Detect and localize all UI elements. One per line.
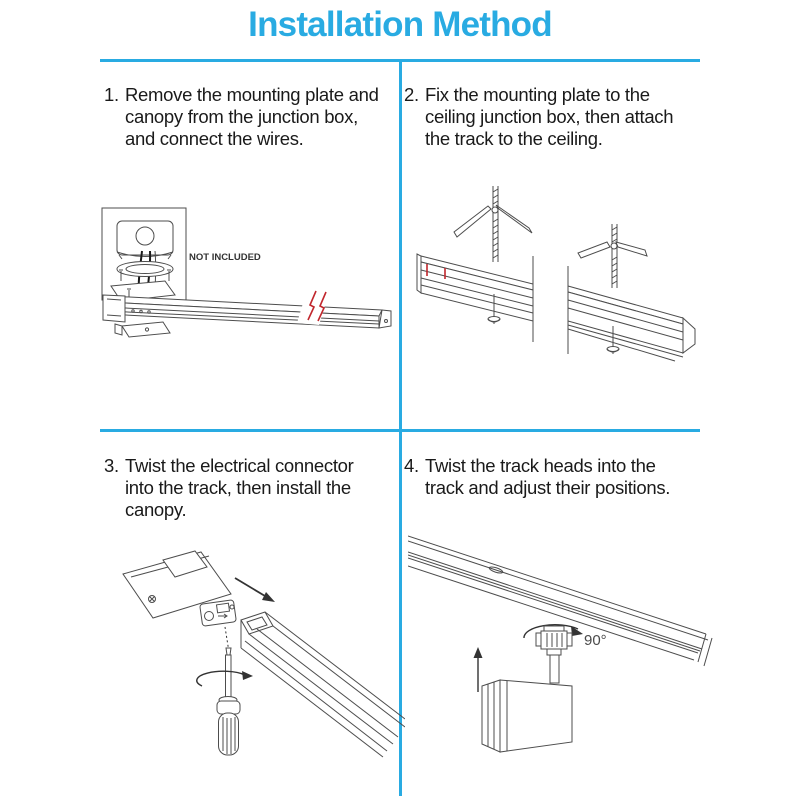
step-4-lines: Twist the track heads into the track and adjust their positions. [425, 455, 671, 498]
step-1-number: 1. [104, 84, 119, 105]
angle-90-label: 90° [584, 632, 607, 649]
track-section-right-icon [568, 286, 695, 361]
step-4-number: 4. [404, 455, 419, 476]
junction-box-icon [117, 221, 173, 259]
step-2-diagram-ceiling-mount-icon [415, 182, 735, 410]
step-3-lines: Twist the electrical connector into the track, then install the canopy. [125, 455, 354, 520]
step-1-lines: Remove the mounting plate and canopy from the junction box, and connect the wires. [125, 84, 379, 149]
step-2-number: 2. [404, 84, 419, 105]
step-2-text [404, 84, 673, 150]
page-title: Installation Method [248, 5, 552, 44]
step-3-number: 3. [104, 455, 119, 476]
up-arrow-icon [474, 647, 483, 692]
threaded-rod-icon [612, 224, 617, 288]
electrical-connector-icon [200, 600, 237, 627]
insert-arrow-icon [235, 578, 275, 602]
step-4-diagram-track-head-icon [408, 530, 738, 795]
step-4-text [404, 455, 670, 499]
not-included-label: NOT INCLUDED [189, 252, 261, 263]
track-adapter-icon [536, 626, 572, 683]
step-3-text [104, 455, 354, 521]
threaded-rod-icon [493, 186, 498, 262]
step-2-lines: Fix the mounting plate to the ceiling junction box, then attach the track to the ceiling. [425, 84, 674, 149]
track-head-body-icon [482, 680, 572, 752]
break-lines [533, 256, 568, 354]
track-section-left-icon [417, 254, 533, 324]
rotate-arrow-icon [197, 671, 245, 686]
step-1-text [104, 84, 379, 150]
step-1-diagram-junction-box-track-icon [95, 195, 405, 360]
screwdriver-icon [197, 627, 253, 755]
spare-plate-icon [115, 322, 170, 337]
step-3-diagram-connector-install-icon [105, 530, 405, 792]
track-rail-icon [241, 612, 405, 757]
